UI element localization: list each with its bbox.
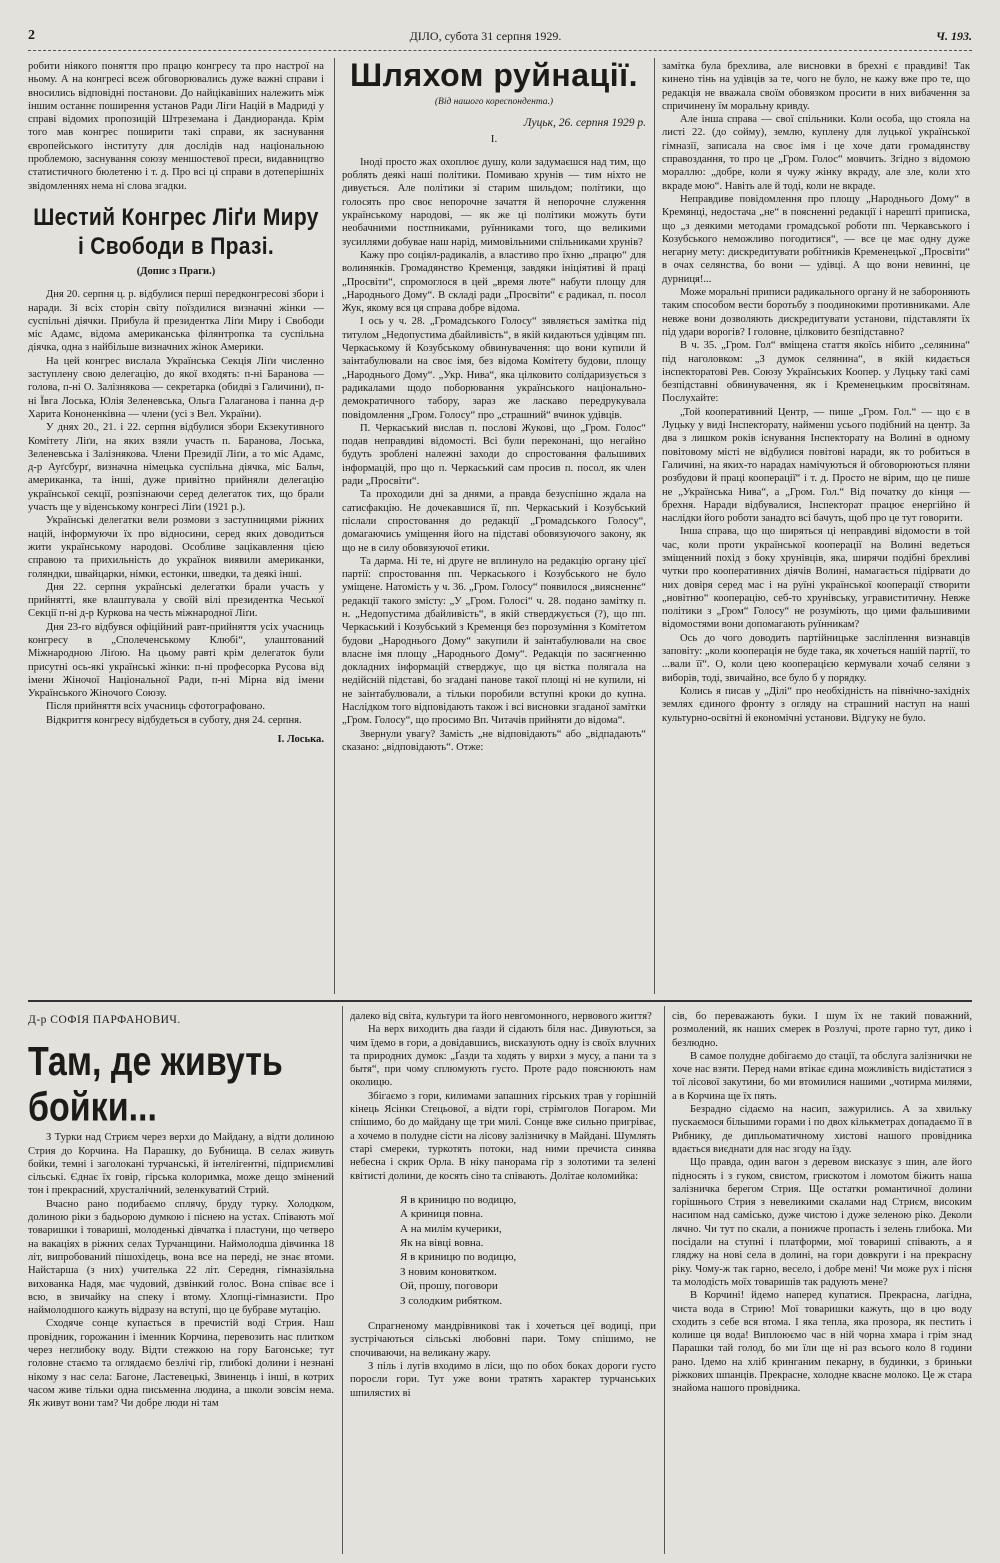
poem-line: Ой, прошу, поговори <box>400 1280 498 1293</box>
left-column <box>28 60 324 988</box>
page-number: 2 <box>28 28 35 43</box>
column-divider <box>342 1006 343 1554</box>
paper-date: ДІЛО, субота 31 серпня 1929. <box>409 28 562 43</box>
ruin-section-number: I. <box>490 132 498 145</box>
poem-line: Я в криницю по водицю, <box>400 1193 517 1206</box>
poem-line: Як на вівці вовна. <box>400 1237 484 1250</box>
ruin-paragraph: П. Черкаський вислав п. послові Жукові, що „Гром. Голос“ подав неправдиві відомості. Всі були переконані, що негайно будуть зроблені належні заходи до спростовання фальшивих інформацій, про що п. Черкаський сам просив п. посол, як член ради „Просвіти“. <box>342 422 646 488</box>
league-paragraph: Дня 23-го відбувся офіційний равт-прийняття усіх учасниць конгресу в „Сполеченському Клюбі“, улаштований Міжнародною Ліґою. На цьому равті крім делегаток були присутні ось-які українські жінки: п-ні професорка Русова від імени Жіночої Національної Ради, п-ні Мірна від імени Українського Жіночого Союзу. <box>28 621 324 700</box>
bottom-left-column <box>28 1010 334 1550</box>
boiky-paragraph: далеко від світа, культури та його невгомонного, нервового життя? <box>350 1011 652 1022</box>
bottom-right-column <box>672 1010 972 1550</box>
boiky-paragraph: Безрадно сідаємо на насип, зажурились. А за хвильку пускаємося більшими горами і по двох кількметрах допадаємо її в Рибнику, де дипльоматичному хистові нашого провідника вдається виєднати для нас згоду на їзду. <box>672 1104 972 1155</box>
ruin-paragraph: замітка була брехлива, але висновки в брехні є правдиві! Так кинено тінь на удівців за те, чого не було, не кажу вже про те, що редакція не вважала своїм обовязком просити в них вибачення за спричинену їм моральну кривду. <box>662 61 970 112</box>
ruin-paragraph: І ось у ч. 28. „Громадського Голосу“ зявляється замітка під титулом „Недопустима дбайливість“, в якій кидаються удівцям пп. Черкаському й Козубському обвинувачення: що вони купили й заінтабулювали на своє імя, без відома Комітету будови, площу „Народнього Дому“. „Укр. Нива“, яка цілковито солідаризується з радикалами щодо поборювання українського національно-демократичного табору, зараз же ласкаво передрукувала повідомлення „Гром. Голосу“ про „страшний“ вчинок удівців. <box>342 316 646 421</box>
boiky-paragraph: В Корчині! йдемо наперед купатися. Прекрасна, лагідна, чиста вода в Стрию! Мої товаришки кажуть, що в цю воду сходить з себе вся втома. І яка тепла, яка прозора, як пестить і колише ця вода! Виплоюємо час в ній чорна хмара і грім знад Парашки тай голод, бо ми їли ще ні раз всього коло 8 години рано. Ідемо на хліб кринганим пекарну, в будинки, з бриньки ріжкових шпанців. Прекрасне, холодне квасне молоко. Це ж стара знайома нашого провідника. <box>672 1290 972 1395</box>
ruin-dateline: Луцьк, 26. серпня 1929 р. <box>523 117 646 130</box>
masthead <box>28 24 972 48</box>
poem-line: А криниця повна. <box>400 1208 483 1221</box>
league-signature: І. Лоська. <box>277 734 324 746</box>
boiky-paragraph: сів, бо переважають буки. І шум їх не такий поважний, розмолений, як наших смерек в Розлучі, проте гарно тут, дико і безлюдно. <box>672 1011 972 1049</box>
bottom-middle-column <box>350 1010 656 1550</box>
ruin-paragraph: Інша справа, що що ширяться ці неправдиві відомости в той час, коли проти української кооперації на Волині ведеться зміщенний похід з боку хрунівців, яка, ширячи подібні брехливі чутки про кооперативних діячів Волині, намагається підірвати до них довіря серед мас і на руїні української кооперації створити „новітню“ кооперацію, себ-то хрунівську, угравиститичну. Невже політики з „Гром“ Голосу“ не розуміють, що цими фальшивими відомостями вони допомагають руїнникам? <box>662 526 970 631</box>
column-divider <box>654 58 655 994</box>
column-divider <box>664 1006 665 1554</box>
ruin-paragraph: Звернули увагу? Замість „не відповідають“ або „відпадають“ сказано: „відповідають“. Отже: <box>342 728 646 753</box>
league-paragraph: Дня 20. серпня ц. р. відбулися перші передконгресові збори і наради. Зі всіх сторін світу поїздилися визначні жінки — суспільні діячки. Прибула й президентка Ліґи Миру і Свободи міс Адамс, відома американська філянтропка та суспільна діячка, одна з найбільше визначних жінок Америки. <box>28 289 324 354</box>
poem-line: З новим коновятком. <box>400 1265 497 1278</box>
boiky-title: Там, де живуть бойки... <box>28 1039 283 1131</box>
poem-line: Я в криницю по водицю, <box>400 1251 517 1264</box>
poem-line: А на милім кучерики, <box>400 1222 502 1235</box>
ruin-paragraph: Може моральні приписи радикального органу й не забороняють таким способом вести боротьбу з поодинокими противниками. Але невже вони дозволяють дискредитувати установи, підставляти їх під удари ворогів? І головне, цілковито безпідставно? <box>662 287 970 338</box>
ruin-paragraph: „Той кооперативний Центр, — пише „Гром. Гол.“ — що є в Луцьку у виді Інспекторату, найменш усього подібний на центр. За два з лишком років існування Інспекторату на Волині в одному повітовому місті не відбулися повітові наради, як то робиться в Галичині, на яких-то нарадах намічуються й обговорюються пляни розбудови й праці кооперації“ і т. д. Просто не вірим, що це пише не „Українська Нива“, а „Гром. Гол.“ Від початку до кінця — брехня. Наради відбувалися, Інспекторат працює енергійно й наслідки його роботи занадто всі бачуть, щоб про це тут говорити. <box>662 406 970 525</box>
league-paragraph: Відкриття конгресу відбудеться в суботу, дня 24. серпня. <box>46 714 302 726</box>
ruin-paragraph: Неправдиве повідомлення про площу „Народнього Дому“ в Кремянці, недостача „не“ в поясненні редакції і нарешті приписка, що „з деякими методами громадської роботи пп. Черкавського і Козубського неможливо погодитися“, — все це має одну дуже негарну мету: дискредитувати робітників Кременецької „Просвіти“ в очах селянства, бо вони — удівці. А що вони невинні, це дурниця!... <box>662 193 970 285</box>
league-paragraph: Дня 22. серпня українські делегатки брали участь у прийнятті, яке влаштувала у своїй вілі президентка Чеської Секції п-ні д-р Куркова на честь міжнародної Ліґи. <box>28 581 324 620</box>
league-article-title: Шестий Конгрес Ліґи Миру і Свободи в Празі. <box>33 204 319 260</box>
boiky-paragraph: На верх виходить два ґазди й сідають біля нас. Дивуються, за чим їдемо в гори, а довідавшись, висказують одну із своїх влучних та природних думок: „Ґазди та ходять у вирхи з мусу, а пани та з бытя“, при чому сплюмують густо. Проте радо пояснюють нам околицю. <box>350 1024 656 1089</box>
poem-line: З солодким рибятком. <box>400 1294 503 1307</box>
section-rule <box>28 1000 972 1002</box>
boiky-paragraph: З піль і лугів входимо в ліси, що по обох боках дороги густо поросли гори. Тут уже вони тратять характер турчанських шпилястих ві <box>350 1361 656 1399</box>
boiky-paragraph: Спрагненому мандрівникові так і хочеться цеї водиці, при зустрічаються сільські любовні пари. Тому спішимо, не спочиваючи, на великану жару. <box>350 1321 656 1359</box>
kolomyika-poem <box>400 1193 656 1308</box>
column-divider <box>334 58 335 994</box>
league-paragraph: На цей конгрес вислала Українська Секція Ліґи численно заступлену свою делегацію, до якої входять: п-ні Баранова — голова, п-ні О. Залізнякова — секретарка (обидві з Галичини), п-ні Ївга Лоська, Юлія Зеленевська, Ольга Галаганова і панна д-р Харита Кононенківна — члени (усі з Вел. України). <box>28 355 324 420</box>
top-rule <box>28 50 972 51</box>
ruin-correspondent: (Від нашого кореспондента.) <box>434 97 554 107</box>
issue-number: Ч. 193. <box>936 28 972 43</box>
ruin-paragraph: В ч. 35. „Гром. Гол“ вміщена стаття якоїсь нібито „селянина“ під наголовком: „З думок селянина“, в якій кидається інспекторатові Рев. Союзу Українських Коопер. у Луцьку такі самі безпідставні обвинувачення, як і Кременецьким просвітянам. Послухайте: <box>662 340 970 405</box>
boiky-paragraph: Що правда, один вагон з деревом висказує з шин, але його підносять і з гуком, свистом, грискотом і ломотом біжить наша залізничка берегом Стрия. Ще остатки романтичної долини горішнього Стрия з невеликими скалами над Стриєм, високим насипом над самісько, дуже чистою і дуже зеленою ріко. Деколи лячно. Чи тут по скали, а понижче пропасть і зелень глибока. Ми посідали на ступні і платформи, мої товариші співають, а я гляджу на нові села в долині, на гори довкруги і на прекрасну ріку. Чому-ж так гарно, весело, і добре мені! Чи може рух і пісня та молодість моїх товаришів так радують мене? <box>672 1157 972 1288</box>
boiky-paragraph: Збігаємо з гори, килимами запашних гірських трав у горішній кінець Ясінки Стецьової, а відти горі, стрімголов Погаром. Ми спішимо, бо до майдану ще три милі. Сонце вже сильно пригріває, а хочемо в полудне сісти на лісову залізничку в Майдані. Шумлять старі смереки, туркотять потоки, над ними пречиста синява небесна і скрик Орла. В ніку панорама гір з золотими та зелені квітисті долини, де косять сіно та співають. Долітае коломийка: <box>350 1090 656 1182</box>
middle-column <box>342 56 646 996</box>
boiky-paragraph: Вчасно рано подибаємо сплячу, бруду турку. Холодком, долиною ріки з бадьорою думкою і піснею на устах. Співають мої товаришки і товариші, молоденькі дівчатка і пластуни, що четверо на вакаціях в ріжних селах Турчанщини. Наймолодша дівчинка 18 літ, випробований пішохідець, вона все на переді, не знає втоми. Найстарша (з них) учителька 22 літ. Середня, гімназіяльна вихованка Надя, має чудовий, дзвінкий голос. Вона співає все і всю, в звичайку на спеку і втому. Хлопці-гімназисти. Про наймолодшого кажуть відразу на вступі, що це бубраве мутацію. <box>28 1198 334 1317</box>
boiky-paragraph: З Турки над Стриєм через верхи до Майдану, а відти долиною Стрия до Корчина. На Парашку, до Бубнища. В селах живуть бойки, темні і заголоканi турчанські, й інтелігентні, підприємливі сільські. Єднає їх говір, гірська колоримка, може дещо змінений тон і прекрасний, хрусталічний, зеленкуватий Стрий. <box>28 1132 334 1197</box>
boiky-paragraph: В самое полудне добігаємо до стації, та обслуга залізнички не хоче нас взяти. Перед нами втікає єдина можливість видістатися з тої лісової закутини, бо ми втомилися нашими „чотирма милями, а в Корчина ще їх пять. <box>672 1050 972 1102</box>
ruin-paragraph: Кажу про соціял-радикалів, а властиво про їхню „працю“ для волинянків. Громадянство Кременця, завдяки ініціятиві й праці „Просвіти“, спромоглося в цей „время люте“ набути площу для „Народнього Дому“. В складі ради „Просвіти“ є радикал, п. посол Жук, якому вся ця справа добре відома. <box>342 249 646 315</box>
ruin-paragraph: Колись я писав у „Ділі“ про необхідність на північно-західніх землях єдиного фронту з огляду на страшний наступ на наші культурно-освітні й економічні установи. Відгуку не було. <box>662 685 970 724</box>
league-paragraph: Українські делегатки вели розмови з заступницями ріжних націй, інформуючи їх про відносини, серед яких доводиться жити українському народові. Особливе зацікавлення цією справою та прихильність до українок виявили американки, голяндки, швайцарки, німки, естонки, шведки, та деякі інші. <box>28 515 324 580</box>
boiky-paragraph: Сходяче сонце купається в пречистій воді Стрия. Наш провідник, горожанин і іменник Корчина, перевозить нас плитком через неглибоку воду. Відти стежкою на гору Багонське; тут головне стаємо та оглядаємо безлічі гір, глибокі долини і незнані нікому з нас села: Багоне, Ластевецькі, Звиненць і інші, в котрих часом живе тільки одна письменна людина, а школи зовсім нема. Як живут вони там? Чи добре люди ні там <box>28 1318 334 1410</box>
ruin-article-title: Шляхом руйнації. <box>349 57 638 93</box>
ruin-paragraph: Та проходили дні за днями, а правда безуспішно ждала на сатисфакцію. Не дочекавшися її, пп. Черкаський і Козубський післали спростовання до редакції „Громадського Голосу“, домагаючись уміщення його на підставі обовязуючого закону, як що не в силу обовязуючої етики. <box>342 489 646 554</box>
congress-tail-text: робити ніякого поняття про працю конгресу та про настрої на ньому. А на конгресі всеж обговорювались дуже важні справи і вносились відповідні постанови. До найцікавіших належить між іншим останнє поширення установ Ради Ліги Націй в Мадриді у справі відомих пропозицій Штреземана і Дандиоранда. Крім того мав конгрес поширити такі справи, як заснування європейського інституту для дослідів над національною проблемою, заснування союзу меншостевої преси, видавництво статистичного бюлетеню і т. д. Про всі ці справи в дотеперішніх звідомленнях нема ні слова згадки. <box>28 61 324 192</box>
boiky-author: Д-р СОФІЯ ПАРФАНОВИЧ. <box>28 1014 181 1026</box>
league-paragraph: Після прийняття всіх учасниць сфотографовано. <box>46 701 265 713</box>
ruin-paragraph: Але інша справа — свої спільники. Коли особа, що стояла на листі 22. (до сойму), землю, куплену для луцької української гімназії, записала на своє імя і це хоче дати громадянству справоздання, то про це „Гром. Голос“ мовчить. Згідно з відомою мораллю: „добре, коли я чужу жінку вкраду, але зле, коли хто вкраде мою“. Навіть але й тоді, коли не вкраде. <box>662 114 970 192</box>
right-column <box>662 60 970 994</box>
league-paragraph: У днях 20., 21. і 22. серпня відбулися збори Екзекутивного Комітету Ліґи, на яких взяли участь п. Баранова, Лоська, Зеленевська і Залізнякова. Члени Президії Ліґи, а то міс Адамс, д-р Ауґсбурґ, визначна німецька суспільна діячка, міс Бальч, американка, та інші, дуже привітно прийняли делегацію української секції, розпізнаючи серед делегаток тих, що брали участь ще у віденському конгресі Ліґи (1921 р.). <box>28 422 324 514</box>
ruin-paragraph: Та дарма. Ні те, ні друге не вплинуло на редакцію органу цієї партії: спростовання пп. Черкаського і Козубського не було уміщене. Натомість у ч. 36. „Гром. Голосу“ появилося „виясненнє“ редакції такого змісту: „У „Гром. Голосі“ ч. 28. подано замітку п. н. „Недопустима дбайливість“, в якій стверджується (?), що пп. Черкаський і Козубський з Кременця без порозуміння з Комітетом будови „Народнього Дому“ закупили й заінтабулювали на своє власне імя площу „Народнього Дому“. Редакція по засягненню докладних інформацій стверджує, що ця вістка полягала на недійсній підставі, бо згадані панове такої площі ні не купили, ні не заінтабулювали, а тільки поробили вступні кроки до купна. Наслідком того відповідають також і всі висновки згаданої замітки „Гром. Голосу“, що просимо Вп. Читачів прийняти до відома“. <box>342 555 646 727</box>
league-article-subtitle: (Допис з Праги.) <box>136 265 216 277</box>
ruin-paragraph: Ось до чого доводить партійницьке засліплення визнавців заповіту: „коли кооперація не буде така, як хочеться нашій партії, то ...вали її“. О, коли цею кооперацією кермували хочаб селяни з виборів, тоді, звичайно, все було б у порядку. <box>662 632 970 684</box>
ruin-paragraph: Іноді просто жах охоплює душу, коли задумаєшся над тим, що роблять деякі наші політики. Помиваю хрунів — тим ніхто не дивується. Але політики зі старим шильдом; політики, що голосять про своє непорочне зачаття й непорочне служення українському народові, — як же ці політики можуть бути необачними постпниками, руїнниками того, що великими зусиллями добувае наш нарід, мимовільними спільниками хрунів? <box>342 156 646 248</box>
